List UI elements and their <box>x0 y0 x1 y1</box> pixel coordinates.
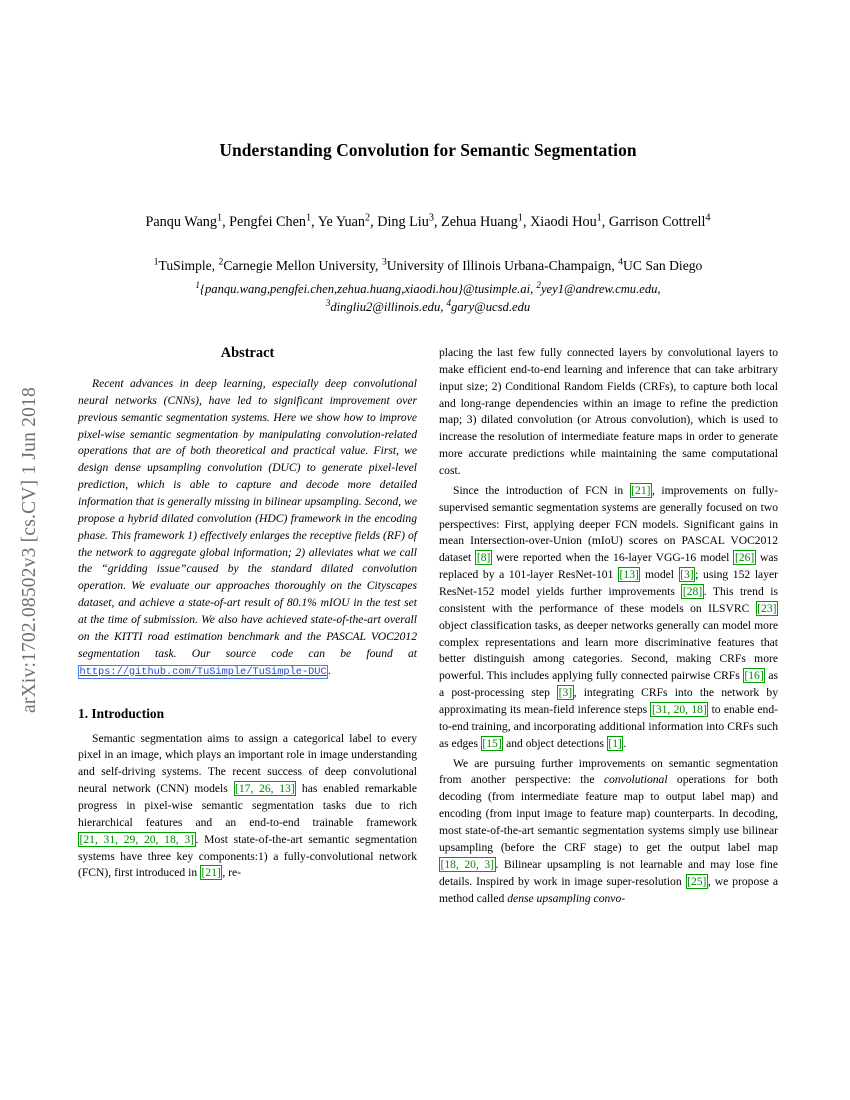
paper-header <box>78 120 778 317</box>
page-title: Understanding Convolution for Semantic Segmentation <box>219 140 637 160</box>
intro-text-a: Semantic segmentation aims to assign a categorical label to every pixel in an image, which plays an important role in image understanding and self-driving systems. The recent success of deep convolutional neural network (CNN) models <box>78 731 417 796</box>
author-list: Panqu Wang$^1$, Pengfei Chen$^1$, Ye Yuan$^2$, Ding Liu$^3$, Zehua Huang$^1$, Xiaodi Hou$^1$, Garrison Cottrell$^4$ <box>145 212 711 230</box>
right-paragraph-1: placing the last few fully connected layers by convolutional layers to make efficient end-to-end learning and inference that can take arbitrary input size; 2) Conditional Random Fields (CRFs), to capture both local and long-range dependencies within an image to refine the prediction map; 3) dilated convolution (or Atrous convolution), which is used to increase the resolution of intermediate feature maps in order to generate more accurate predictions while maintaining the same computational cost. <box>439 346 778 478</box>
citation-26[interactable]: [26] <box>734 551 755 565</box>
r3-text-d: , we propose a method called <box>439 874 778 905</box>
abstract-block <box>78 376 417 680</box>
citation-25[interactable]: [25] <box>687 874 707 888</box>
citation-13[interactable]: [13] <box>619 568 639 582</box>
intro-text-d: , re- <box>222 866 242 880</box>
abstract-text-end: . <box>328 663 332 677</box>
citation-15[interactable]: [15] <box>482 736 502 750</box>
r3-italic-1: convolutional <box>603 773 668 787</box>
right-paragraph-2 <box>439 483 778 753</box>
r2-text-g: . This trend is consistent with the performance of these models on ILSVRC <box>439 585 778 615</box>
affiliation-list: $^1$TuSimple, $^2$Carnegie Mellon University, $^3$University of Illinois Urbana-Champaign, $^4$UC San Diego <box>153 256 703 273</box>
r2-text-l: and object detections <box>503 736 607 750</box>
r3-italic-2: dense upsampling convo- <box>507 891 626 905</box>
source-code-link[interactable]: https://github.com/TuSimple/TuSimple-DUC <box>79 665 327 678</box>
abstract-heading: Abstract <box>220 345 275 361</box>
r2-text-e: model <box>640 568 679 582</box>
citation-16[interactable]: [16] <box>744 669 764 683</box>
intro-text-b: has enabled remarkable progress in pixel-wise semantic segmentation tasks due to rich hierarchical features and an end-to-end trainable framework <box>78 782 417 829</box>
arxiv-stamp: arXiv:1702.08502v3 [cs.CV] 1 Jun 2018 <box>19 387 40 713</box>
r2-text-b: , improvements on fully-supervised semantic segmentation systems are generally focused on two perspectives: First, applying deeper FCN models. Significant gains in mean Intersection-over-Union (mIoU) scores on PASCAL VOC2012 dataset <box>439 483 778 565</box>
email-list: $^1${panqu.wang,pengfei.chen,zehua.huang,xiaodi.hou}@tusimple.ai, $^2$yey1@andrew.cmu.edu, $^3$dingliu2@illinois.edu, $^4$gary@ucsd.edu <box>195 279 661 315</box>
citation-1[interactable]: [1] <box>608 736 622 750</box>
r2-text-j: , integrating CRFs into the network by approximating its mean-field inference steps <box>439 686 778 717</box>
r2-text-i: as a post-processing step <box>439 669 778 700</box>
citation-21[interactable]: [21] <box>201 866 221 880</box>
abstract-text: Recent advances in deep learning, especially deep convolutional neural networks (CNNs), have led to significant improvement over previous semantic segmentation systems. Here we show how to improve pixel-wise semantic segmentation by manipulating convolution-related operations that are of both theoretical and practical value. First, we design dense upsampling convolution (DUC) to generate pixel-level prediction, which is able to capture and decode more detailed information that is generally missing in bilinear upsampling. Second, we propose a hybrid dilated convolution (HDC) framework in the encoding phase. This framework 1) effectively enlarges the receptive fields (RF) of the network to aggregate global information; 2) alleviates what we call the “gridding issue”caused by the standard dilated convolution operation. We evaluate our approaches thoroughly on the Cityscapes dataset, and achieve a state-of-art result of 80.1% mIOU in the test set at the time of submission. We also have achieved state-of-the-art overall on the KITTI road estimation benchmark and the PASCAL VOC2012 segmentation task. Our source code can be found at <box>78 377 417 660</box>
two-column-body <box>78 345 778 907</box>
citation-3b[interactable]: [3] <box>558 686 573 700</box>
r2-text-k: to enable end-to-end training, and incorporating additional information into CRFs such as edges <box>439 703 778 750</box>
left-column <box>78 345 417 907</box>
citation-18-20-3[interactable]: [18, 20, 3] <box>440 857 495 871</box>
r2-text-h: object classification tasks, as deeper networks generally can model more complex representations and learn more discriminative features that better distinguish among categories. Second, making CRFs more powerful. This includes applying fully connected pairwise CRFs <box>439 618 778 683</box>
r2-text-c: were reported when the 16-layer VGG-16 model <box>491 551 734 565</box>
citation-17-26-13[interactable]: [17, 26, 13] <box>235 782 295 796</box>
r3-text-b: operations for both decoding (from intermediate feature map to output label map) and encoding (from input image to feature map) counterparts. In decoding, most state-of-the-art semantic segmentation systems simply use bilinear upsampling (before the CRF stage) to get the output label map <box>439 773 778 854</box>
intro-paragraph-1 <box>78 731 417 883</box>
r2-text-f: ; using 152 layer ResNet-152 model yields further improvements <box>439 568 779 599</box>
r2-text-m: . <box>623 736 627 750</box>
citation-23[interactable]: [23] <box>757 601 777 615</box>
right-column <box>439 345 778 907</box>
r3-text-c: . Bilinear upsampling is not learnable and may lose fine details. Inspired by work in image super-resolution <box>439 857 778 888</box>
abstract-paragraph <box>78 376 417 680</box>
r2-text-a: Since the introduction of FCN in <box>453 483 630 497</box>
citation-21-right[interactable]: [21] <box>631 483 651 497</box>
citation-21-31-29-20-18-3[interactable]: [21, 31, 29, 20, 18, 3] <box>79 832 195 846</box>
citation-8[interactable]: [8] <box>476 551 491 565</box>
citation-28[interactable]: [28] <box>682 585 703 599</box>
citation-3[interactable]: [3] <box>680 568 694 582</box>
r3-text-a: We are pursuing further improvements on semantic segmentation from another perspective: the <box>439 756 778 787</box>
citation-31-20-18[interactable]: [31, 20, 18] <box>651 703 707 717</box>
section-heading-introduction: 1. Introduction <box>78 705 165 721</box>
r2-text-d: was replaced by a 101-layer ResNet-101 <box>439 551 778 582</box>
intro-text-c: . Most state-of-the-art semantic segmentation systems have three key components:1) a fully-convolutional network (FCN), first introduced in <box>78 832 418 880</box>
right-paragraph-3 <box>439 756 778 908</box>
